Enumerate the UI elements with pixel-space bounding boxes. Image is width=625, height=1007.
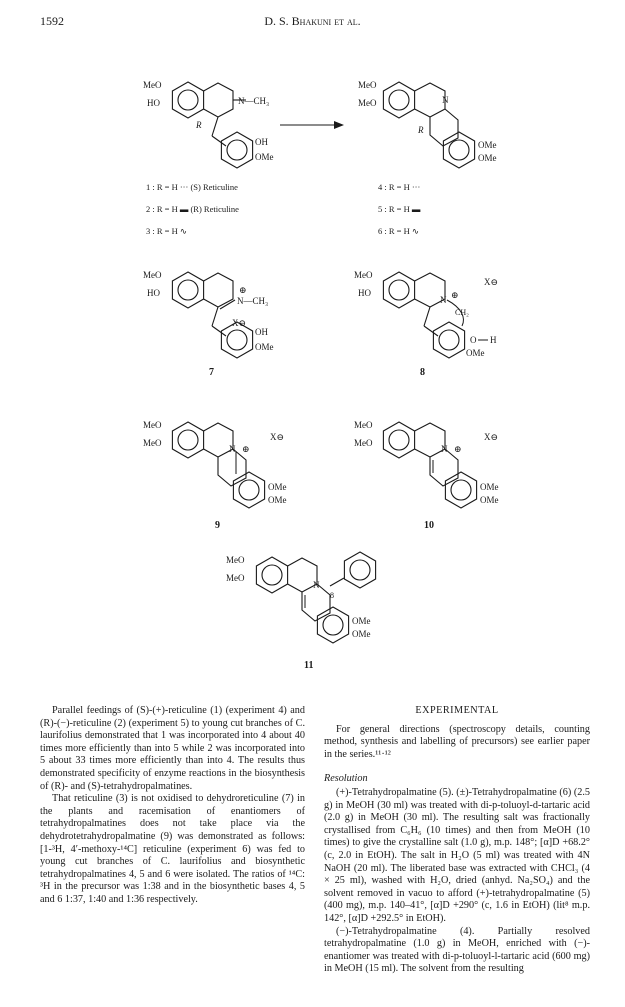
label-compound-8: 8: [420, 367, 425, 378]
paragraph-general-directions: For general directions (spectroscopy details, counting method, synthesis and labelling of precursors) see earlier paper in the series.¹¹·¹²: [324, 723, 590, 760]
group-ome: OMe: [255, 152, 274, 162]
group-ome: OMe: [255, 342, 274, 352]
counter-ion: X⊖: [270, 432, 285, 442]
structure-7: [143, 270, 274, 358]
paragraph-oxidation-test: That reticuline (3) is not oxidised to dehydroreticuline (7) in the plants and racemisation of enantiomers of tetrahydropalmatines does not take place via the dehydrotetrahydropalmatine (9) was demonstrated as follows: [1-³H, 4′-methoxy-¹⁴C] reticuline (experiment 6) was fed to young cut branches of C. laurifolius and biosynthetic tetrahydropalmatines 4, 5 and 6 were isolated. The ratios of ¹⁴C: ³H in the precursor was 1:38 and in the biosynthetic bases 4, 5 and 6 1:37, 1:40 and 1:36 respectively.: [40, 793, 305, 905]
group-ho: HO: [147, 288, 160, 298]
group-ch2: CH₂: [455, 308, 469, 317]
label-compound-4: 4 : R = H ···: [378, 182, 421, 192]
structure-10: [354, 420, 499, 508]
group-meo-2: MeO: [354, 438, 373, 448]
group-nch3: N—CH₃: [237, 296, 269, 306]
structure-8: [354, 270, 498, 358]
label-compound-9: 9: [215, 520, 220, 531]
label-compound-6: 6 : R = H ∿: [378, 226, 419, 236]
group-ho: HO: [358, 288, 371, 298]
structure-tetrahydropalmatine: [358, 80, 497, 168]
group-meo: MeO: [354, 270, 373, 280]
group-meo-2: MeO: [226, 573, 245, 583]
group-ome: OMe: [478, 140, 497, 150]
right-text-column: [324, 705, 590, 976]
group-oh: OH: [255, 327, 268, 337]
group-nch3: N—CH₃: [238, 96, 270, 106]
group-meo: MeO: [226, 555, 245, 565]
structure-9: [143, 420, 287, 508]
group-oh: OH: [255, 137, 268, 147]
subsection-title: Resolution: [324, 773, 368, 785]
section-title: EXPERIMENTAL: [415, 705, 499, 716]
label-compound-11: 11: [304, 660, 314, 671]
group-h: H: [490, 335, 497, 345]
group-ome-2: OMe: [352, 629, 371, 639]
structure-reticuline: [143, 80, 274, 168]
running-head: D. S. Bhakuni et al.: [264, 14, 361, 28]
counter-ion: X⊖: [484, 277, 499, 287]
paragraph-resolution-minus: (−)-Tetrahydropalmatine (4). Partially resolved tetrahydropalmatine (1.0 g) in MeOH, enriched with (−)-enantiomer was treated with di-p-toluoyl-l-tartaric acid (600 mg) in MeOH (15 ml). The solvent from the resulting: [324, 925, 590, 975]
label-compound-2: 2 : R = H ▬ (R) Reticuline: [146, 204, 239, 214]
group-meo: MeO: [143, 420, 162, 430]
label-compound-1: 1 : R = H ··· (S) Reticuline: [146, 182, 238, 192]
charge-plus: ⊕: [451, 290, 459, 300]
group-n: N: [440, 295, 447, 305]
page-number: 1592: [40, 14, 64, 28]
position-8: 8: [330, 591, 334, 600]
group-ome-2: OMe: [268, 495, 287, 505]
left-text-column: [40, 705, 305, 907]
group-ome-2: OMe: [480, 495, 499, 505]
group-o: O: [470, 335, 477, 345]
charge-plus: ⊕: [454, 444, 462, 454]
paragraph-feeding-results: Parallel feedings of (S)-(+)-reticuline (1) (experiment 4) and (R)-(−)-reticuline (2) (experiment 5) to young cut branches of C. laurifolius demonstrated that 1 was incorporated into 4 about 40 times more efficiently than into 5 while 2 was incorporated into 5 about 33 times more efficiently than into 4. The results thus demonstrated specificity of enzyme reactions in the biosynthesis of (R)- and (S)-tetrahydropalmatines.: [40, 705, 305, 792]
group-meo: MeO: [143, 270, 162, 280]
group-ome: OMe: [480, 482, 499, 492]
group-meo-2: MeO: [358, 98, 377, 108]
structure-11: [226, 552, 376, 643]
charge-plus: ⊕: [242, 444, 250, 454]
label-compound-3: 3 : R = H ∿: [146, 226, 187, 236]
group-n: N: [313, 580, 320, 590]
group-r: R: [196, 120, 202, 130]
group-ome: OMe: [466, 348, 485, 358]
charge-plus: ⊕: [239, 285, 247, 295]
group-meo: MeO: [143, 80, 162, 90]
reaction-arrow: [280, 121, 344, 129]
counter-ion: X⊖: [232, 318, 247, 328]
group-meo-2: MeO: [143, 438, 162, 448]
group-ome-2: OMe: [478, 153, 497, 163]
paragraph-resolution-plus: (+)-Tetrahydropalmatine (5). (±)-Tetrahydropalmatine (6) (2.5 g) in MeOH (30 ml) was treated with di-p-toluoyl-d-tartaric acid (2.0 g) in MeOH (30 ml). The resulting salt was fractionally crystallised from C₆H₆ (10 times) and then from MeOH (10 times) to give the crystalline salt (1.0 g), m.p. 148°; [α]D +68.2° (c, 2.0 in EtOH). The salt in H₂O (5 ml) was treated with 4N NaOH (20 ml). The liberated base was extracted with CHCl₃ (4 × 25 ml), washed with H₂O, dried (anhyd. Na₂SO₄) and the solvent removed in vacuo to afford (+)-tetrahydropalmatine (5) (400 mg), m.p. 140–41°, [α]D +290° (c, 1.6 in EtOH) (lit⁸ m.p. 142°, [α]D +292.5° in EtOH).: [324, 786, 590, 924]
group-meo: MeO: [354, 420, 373, 430]
group-n: N: [442, 95, 449, 105]
group-meo: MeO: [358, 80, 377, 90]
label-compound-5: 5 : R = H ▬: [378, 204, 421, 214]
group-ome: OMe: [352, 616, 371, 626]
label-compound-10: 10: [424, 520, 434, 531]
chemical-structures-figure: [0, 40, 625, 680]
group-n: N: [441, 444, 448, 454]
counter-ion: X⊖: [484, 432, 499, 442]
group-ho: HO: [147, 98, 160, 108]
group-r: R: [418, 125, 424, 135]
label-compound-7: 7: [209, 367, 214, 378]
group-n: N: [229, 444, 236, 454]
group-ome: OMe: [268, 482, 287, 492]
